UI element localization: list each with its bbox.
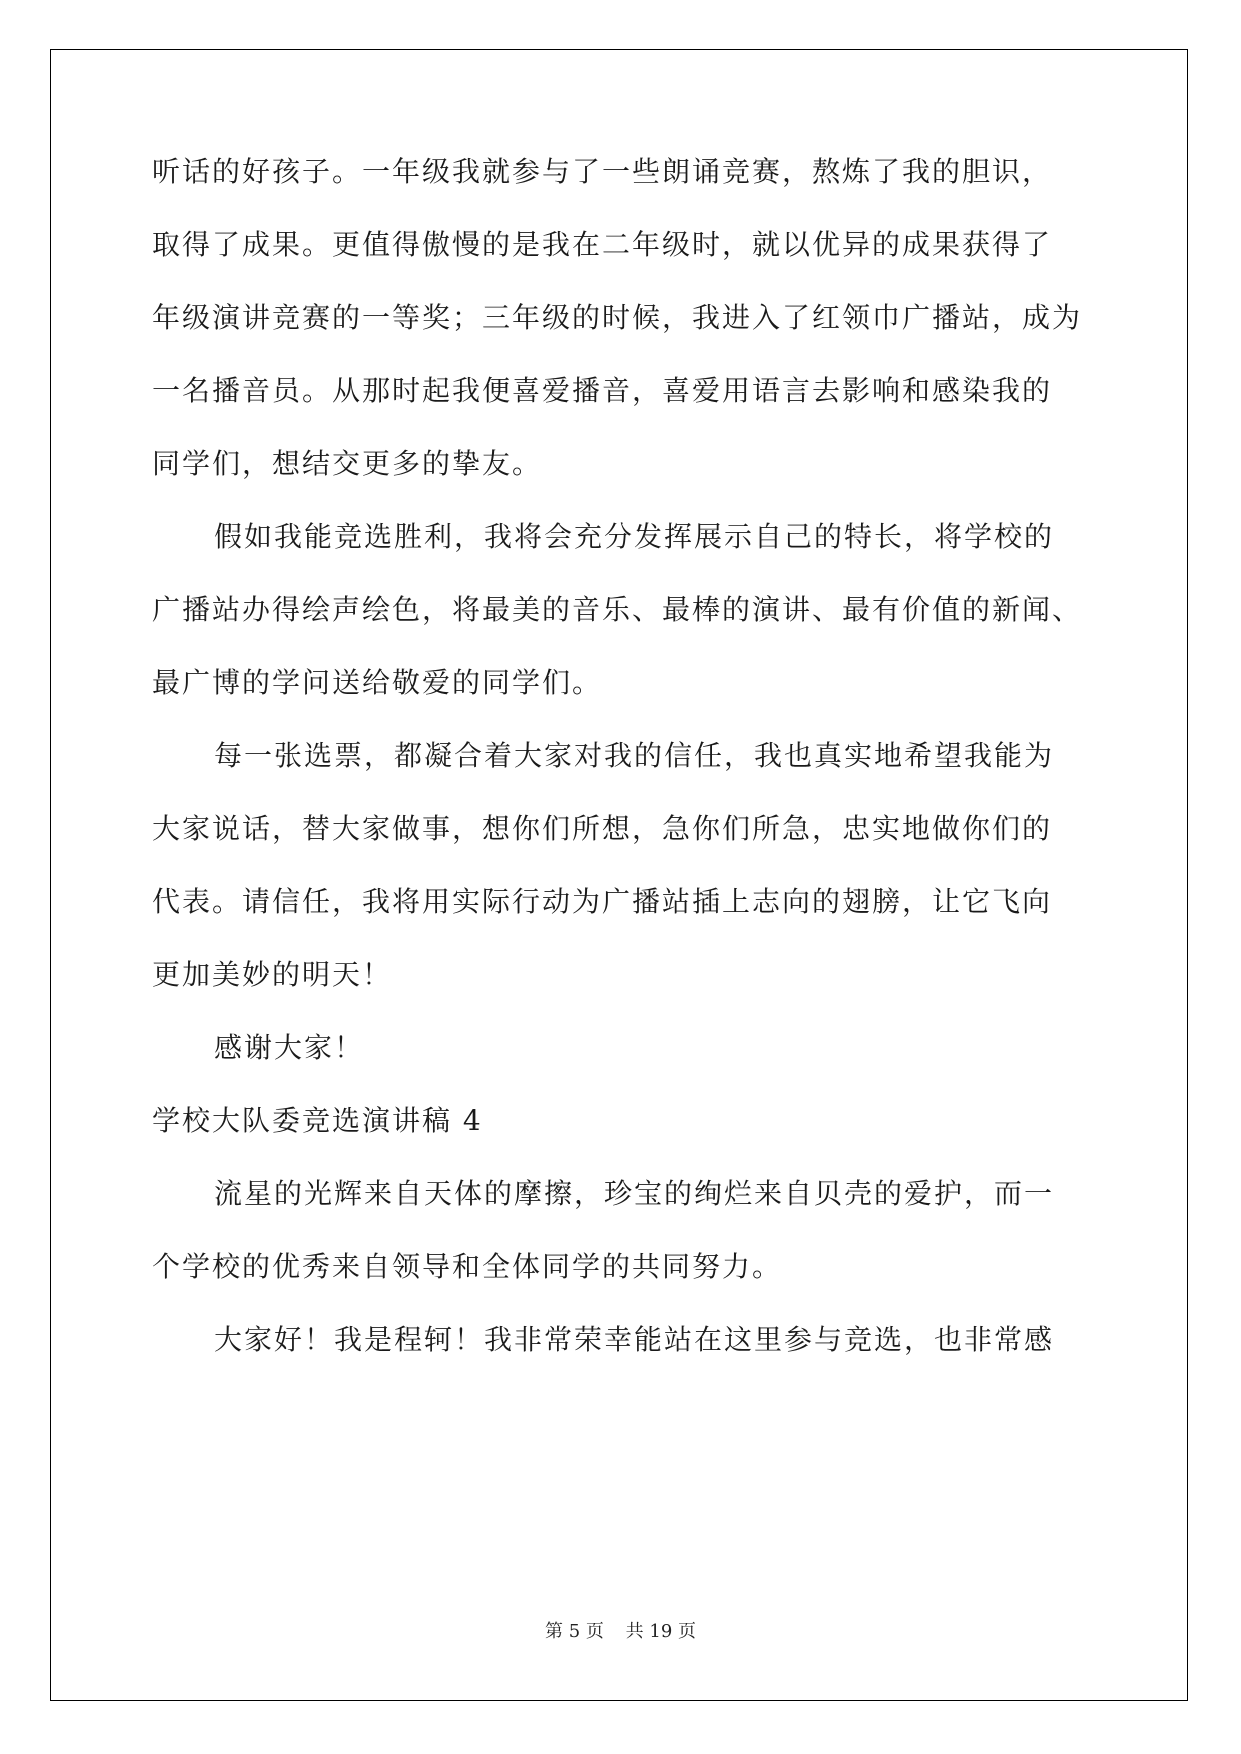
paragraph-line: 大家说话，替大家做事，想你们所想，急你们所急，忠实地做你们的 [152, 812, 1053, 845]
paragraph-line: 年级演讲竞赛的一等奖；三年级的时候，我进入了红领巾广播站，成为 [152, 301, 1083, 334]
page-footer [0, 1620, 1241, 1644]
paragraph-line: 最广博的学问送给敬爱的同学们。 [152, 666, 603, 699]
paragraph-line: 流星的光辉来自天体的摩擦，珍宝的绚烂来自贝壳的爱护，而一 [214, 1177, 1055, 1210]
paragraph-line: 感谢大家！ [214, 1031, 365, 1064]
paragraph-line: 个学校的优秀来自领导和全体同学的共同努力。 [152, 1250, 783, 1283]
paragraph-line: 每一张选票，都凝合着大家对我的信任，我也真实地希望我能为 [214, 739, 1055, 772]
paragraph-line: 听话的好孩子。一年级我就参与了一些朗诵竞赛，熬炼了我的胆识， [152, 155, 1053, 188]
page-total: 共 19 页 [625, 1621, 696, 1642]
paragraph-line: 同学们，想结交更多的挚友。 [152, 447, 543, 480]
paragraph-line: 大家好！我是程轲！我非常荣幸能站在这里参与竞选，也非常感 [214, 1323, 1055, 1356]
section-heading: 学校大队委竞选演讲稿 4 [152, 1104, 483, 1137]
paragraph-line: 一名播音员。从那时起我便喜爱播音，喜爱用语言去影响和感染我的 [152, 374, 1053, 407]
paragraph-line: 取得了成果。更值得傲慢的是我在二年级时，就以优异的成果获得了 [152, 228, 1053, 261]
page-number: 第 5 页 [545, 1621, 604, 1642]
paragraph-line: 假如我能竞选胜利，我将会充分发挥展示自己的特长，将学校的 [214, 520, 1055, 553]
paragraph-line: 广播站办得绘声绘色，将最美的音乐、最棒的演讲、最有价值的新闻、 [152, 593, 1083, 626]
paragraph-line: 更加美妙的明天！ [152, 958, 393, 991]
paragraph-line: 代表。请信任，我将用实际行动为广播站插上志向的翅膀，让它飞向 [152, 885, 1053, 918]
